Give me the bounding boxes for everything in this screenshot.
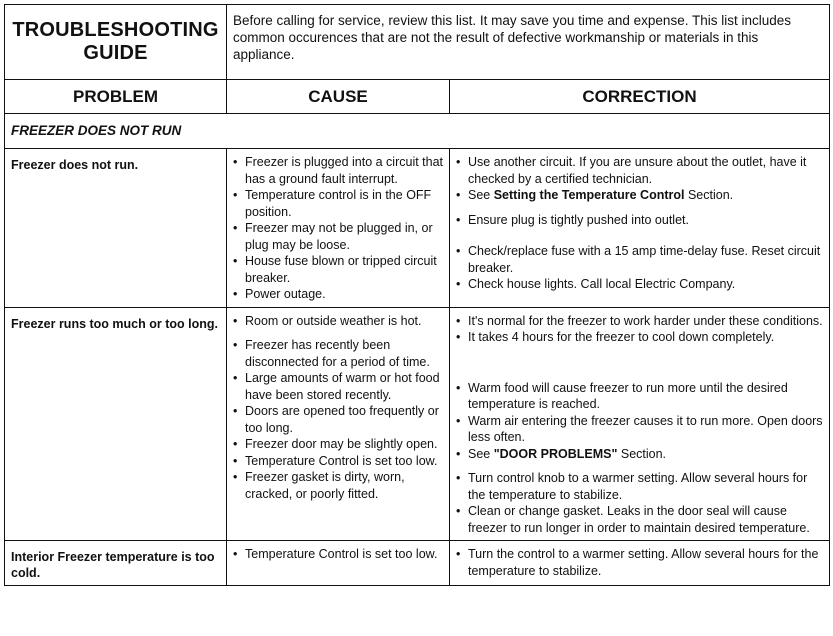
problem-column-header: PROBLEM [5, 80, 227, 114]
correction-text: Section. [684, 188, 734, 202]
correction-item: • It takes 4 hours for the freezer to cool down completely. [454, 329, 825, 346]
cause-column-header: CAUSE [227, 80, 450, 114]
correction-item: • Warm food will cause freezer to run more until the desired temperature is reached. [454, 380, 825, 413]
problem-cell: Interior Freezer temperature is too cold. [5, 541, 227, 586]
correction-item: • Check house lights. Call local Electric Company. [454, 276, 825, 293]
cause-item: • Freezer is plugged into a circuit that has a ground fault interrupt. [231, 154, 445, 187]
correction-item: • Turn the control to a warmer setting. Allow several hours for the temperature to stabilize. [454, 546, 825, 579]
correction-column-header: CORRECTION [450, 80, 830, 114]
cause-cell [227, 307, 450, 541]
cause-item: • Doors are opened too frequently or too long. [231, 403, 445, 436]
table-row [5, 149, 830, 308]
correction-item: • Clean or change gasket. Leaks in the door seal will cause freezer to run longer in order to maintain desired temperature. [454, 503, 825, 536]
correction-item: • Use another circuit. If you are unsure about the outlet, have it checked by a certified technician. [454, 154, 825, 187]
correction-text: See [468, 446, 494, 461]
cause-item: • Freezer door may be slightly open. [231, 436, 445, 453]
cause-item: • Freezer gasket is dirty, worn, cracked, or poorly fitted. [231, 469, 445, 502]
correction-item: • Ensure plug is tightly pushed into outlet. [454, 212, 825, 229]
cause-item: • Large amounts of warm or hot food have been stored recently. [231, 370, 445, 403]
cause-item: • House fuse blown or tripped circuit breaker. [231, 253, 445, 286]
cause-item: • Temperature control is in the OFF position. [231, 187, 445, 220]
section-reference: "DOOR PROBLEMS" [493, 446, 618, 461]
table-row [5, 541, 830, 586]
cause-item: • Freezer may not be plugged in, or plug may be loose. [231, 220, 445, 253]
section-row [5, 114, 830, 149]
correction-item: • It's normal for the freezer to work harder under these conditions. [454, 313, 825, 330]
problem-cell: Freezer does not run. [5, 149, 227, 308]
correction-cell [450, 149, 830, 308]
guide-title-line1: TROUBLESHOOTING [12, 19, 219, 41]
correction-item: • Turn control knob to a warmer setting. Allow several hours for the temperature to stabilize. [454, 470, 825, 503]
section-reference: Setting the Temperature Control [493, 188, 685, 202]
correction-item [454, 187, 825, 204]
cause-item: • Freezer has recently been disconnected for a period of time. [231, 337, 445, 370]
guide-title-line2: GUIDE [83, 42, 148, 64]
table-row [5, 307, 830, 541]
correction-cell [450, 307, 830, 541]
intro-text: Before calling for service, review this list. It may save you time and expense. This list includes common occurences that are not the result of defective workmanship or materials in this appliance. [227, 5, 830, 80]
cause-cell [227, 149, 450, 308]
section-title: FREEZER DOES NOT RUN [5, 114, 830, 149]
correction-item: • Check/replace fuse with a 15 amp time-delay fuse. Reset circuit breaker. [454, 243, 825, 276]
cause-item: • Room or outside weather is hot. [231, 313, 445, 330]
correction-text: See [468, 188, 494, 202]
title-row [5, 5, 830, 80]
column-header-row [5, 80, 830, 114]
title-cell [5, 5, 227, 80]
correction-text: Section. [617, 446, 667, 461]
troubleshooting-table [4, 4, 830, 586]
cause-cell [227, 541, 450, 586]
cause-item: • Temperature Control is set too low. [231, 453, 445, 470]
cause-item: • Temperature Control is set too low. [231, 546, 445, 563]
correction-item: • Warm air entering the freezer causes it to run more. Open doors less often. [454, 413, 825, 446]
correction-cell [450, 541, 830, 586]
problem-cell: Freezer runs too much or too long. [5, 307, 227, 541]
correction-item [454, 446, 825, 463]
cause-item: • Power outage. [231, 286, 445, 303]
